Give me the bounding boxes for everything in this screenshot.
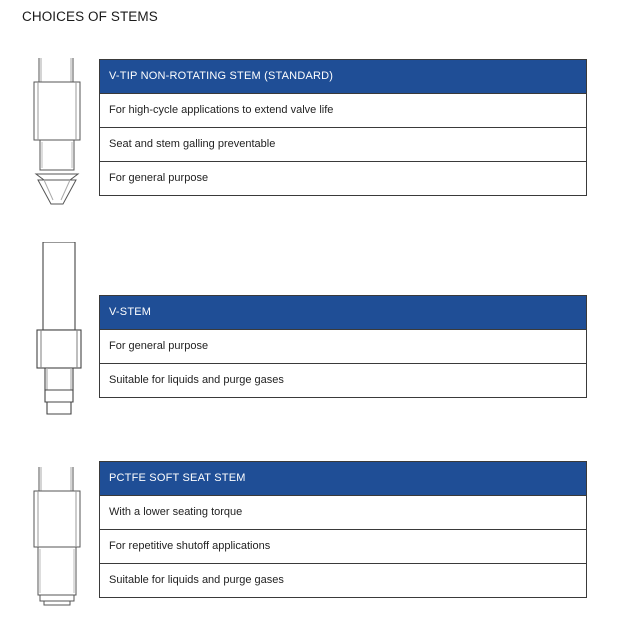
v-stem-drawing bbox=[30, 242, 86, 420]
table-header: V-TIP NON-ROTATING STEM (STANDARD) bbox=[100, 60, 586, 93]
table-row: Seat and stem galling preventable bbox=[100, 127, 586, 161]
stem-table-v-tip bbox=[99, 59, 587, 196]
table-header: V-STEM bbox=[100, 296, 586, 329]
table-row: For high-cycle applications to extend valve life bbox=[100, 93, 586, 127]
v-tip-stem-drawing bbox=[30, 58, 86, 210]
pctfe-soft-seat-stem-drawing bbox=[30, 467, 86, 609]
table-row: For general purpose bbox=[100, 329, 586, 363]
table-row: Suitable for liquids and purge gases bbox=[100, 363, 586, 397]
page-title: CHOICES OF STEMS bbox=[22, 9, 158, 24]
stem-table-v-stem bbox=[99, 295, 587, 398]
table-row: For general purpose bbox=[100, 161, 586, 195]
table-row: For repetitive shutoff applications bbox=[100, 529, 586, 563]
table-row: Suitable for liquids and purge gases bbox=[100, 563, 586, 597]
table-header: PCTFE SOFT SEAT STEM bbox=[100, 462, 586, 495]
stem-table-pctfe bbox=[99, 461, 587, 598]
table-row: With a lower seating torque bbox=[100, 495, 586, 529]
